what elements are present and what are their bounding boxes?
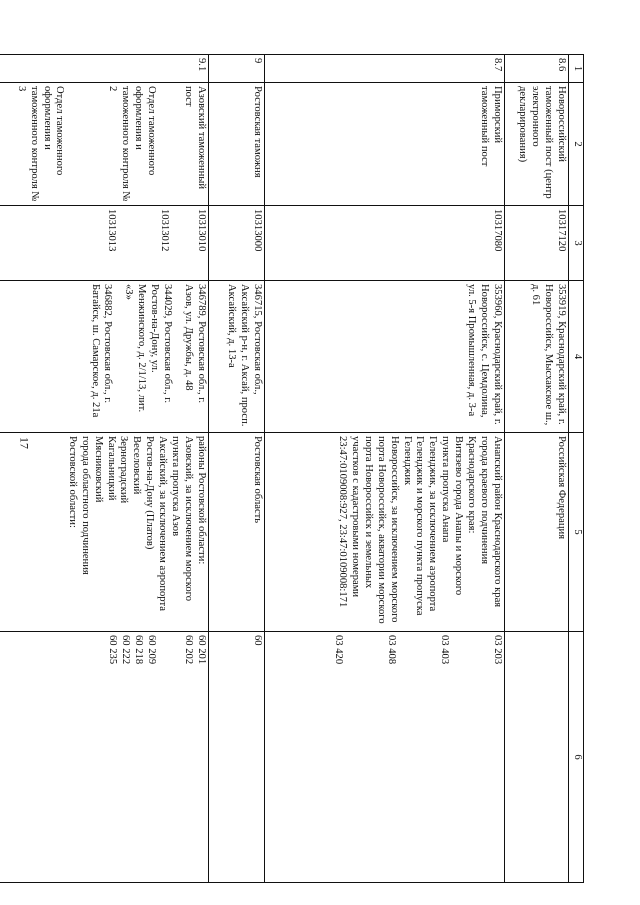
- address-line: 344029, Ростовская обл., г. Ростов-на-Дону, ул. Менжинского, д. 2/1/13, лит. «З»: [123, 284, 174, 413]
- post-name-line: Отдел таможенного оформления и таможенного контроля № 2: [107, 86, 158, 202]
- spacer: [65, 86, 105, 202]
- row-number: 9: [209, 55, 265, 83]
- header-col-1: 1: [569, 55, 584, 83]
- okato-line: 60 222: [120, 635, 132, 665]
- spacer: [397, 635, 437, 879]
- post-address: 353960, Краснодарский край, г. Новороссийск, с. Цемдолина, ул. 5-я Промышленная, д. 3-а: [265, 281, 505, 433]
- territory-line: Новороссийск, за исключением морского порта Новороссийск, акватории морского порта Новороссийск и земельных участков с кадастровыми номерами 23:47:0109008:927, 23:47:0109008:171: [336, 436, 400, 624]
- post-code: 10317120: [505, 206, 569, 281]
- okato-code: 60: [209, 632, 265, 883]
- post-code-line: 10313012: [159, 209, 171, 252]
- territory: Российская Федерация: [505, 433, 569, 632]
- header-col-2: 2: [569, 83, 584, 206]
- post-code-line: 10313013: [106, 209, 118, 252]
- okato-code: [265, 632, 505, 883]
- spacer: [117, 209, 157, 277]
- territory-line: Азовский, за исключением морского пункта пропуска Азов: [170, 436, 195, 602]
- okato-line: 60 202: [183, 635, 195, 665]
- spacer: [170, 209, 194, 277]
- row-number: 8.6: [505, 55, 569, 83]
- address-line: 346882, Ростовская обл., г. Батайск, ш. Самарское, д. 21а: [89, 284, 114, 418]
- spacer: [450, 635, 490, 879]
- territory: [265, 433, 505, 632]
- okato-line: 03 203: [492, 635, 503, 665]
- territory-line: Геленджик, за исключением аэропорта Геленджик и морского пункта пропуска Геленджик: [401, 436, 439, 616]
- header-col-5: 5: [569, 433, 584, 632]
- territory: [0, 433, 209, 632]
- post-code: 10313000: [209, 206, 265, 281]
- post-name-line: Отдел таможенного оформления и таможенного контроля № 3: [15, 86, 66, 202]
- header-col-3: 3: [569, 206, 584, 281]
- table-row: [265, 55, 505, 883]
- spacer: [173, 284, 181, 429]
- okato-line: 03 408: [386, 635, 398, 665]
- post-code: 10317080: [265, 206, 505, 281]
- table-row: [0, 55, 209, 883]
- header-col-4: 4: [569, 281, 584, 433]
- territory-line: районы Ростовской области:: [196, 436, 207, 565]
- spacer: [344, 635, 384, 879]
- spacer: [157, 86, 181, 202]
- okato-line: 60 209: [146, 635, 158, 665]
- header-row: [569, 55, 584, 883]
- row-number: 8.7: [265, 55, 505, 83]
- address-line: 346789, Ростовская обл., г. Азов, ул. Дружбы, д. 48: [183, 284, 207, 404]
- territory: Ростовская область: [209, 433, 265, 632]
- post-code-line: 10313010: [196, 209, 207, 252]
- post-address: [0, 281, 209, 433]
- header-col-6: 6: [569, 632, 584, 883]
- table-row: [505, 55, 569, 883]
- spacer: [157, 635, 181, 879]
- page-number: 17: [17, 437, 32, 449]
- customs-table: [0, 54, 584, 883]
- post-address: 353919, Краснодарский край, г. Новороссийск, Мысхакское ш., д. 61: [505, 281, 569, 433]
- okato-line: 03 420: [333, 635, 345, 665]
- territory-line: Анапский район Краснодарского края: [492, 436, 503, 608]
- post-name: [0, 83, 209, 206]
- territory-line: города краевого подчинения Краснодарского края:: [466, 436, 491, 565]
- post-name-line: Азовский таможенный пост: [183, 86, 207, 190]
- table-row: [209, 55, 265, 883]
- okato-code: [0, 632, 209, 883]
- post-name: Ростовская таможня: [209, 83, 265, 206]
- post-code: [0, 206, 209, 281]
- territory-line: Зерноградский: [118, 436, 130, 504]
- post-name: Новороссийский таможенный пост (центр электронного декларирования): [505, 83, 569, 206]
- row-number: 9.1: [0, 55, 209, 83]
- okato-line: 60 201: [196, 635, 207, 665]
- okato-line: 60 235: [107, 635, 119, 665]
- territory-line: Мясниковский: [92, 436, 104, 503]
- territory-line: Веселовский: [131, 436, 143, 495]
- okato-code: [505, 632, 569, 883]
- territory-line: Аксайский, за исключением аэропорта Ростов-на-Дону (Платов): [144, 436, 169, 611]
- okato-line: 03 403: [439, 635, 451, 665]
- post-address: 346715, Ростовская обл., Аксайский р-н, г. Аксай, просп. Аксайский, д. 13-а: [209, 281, 265, 433]
- spacer: [113, 284, 121, 429]
- post-name: Приморский таможенный пост: [265, 83, 505, 206]
- okato-line: 60 218: [133, 635, 145, 665]
- territory-line: Кагальницкий: [105, 436, 117, 501]
- territory-line: города областного подчинения Ростовской области:: [66, 436, 91, 575]
- territory-line: Витязево города Анапы и морского пункта пропуска Анапа: [440, 436, 465, 596]
